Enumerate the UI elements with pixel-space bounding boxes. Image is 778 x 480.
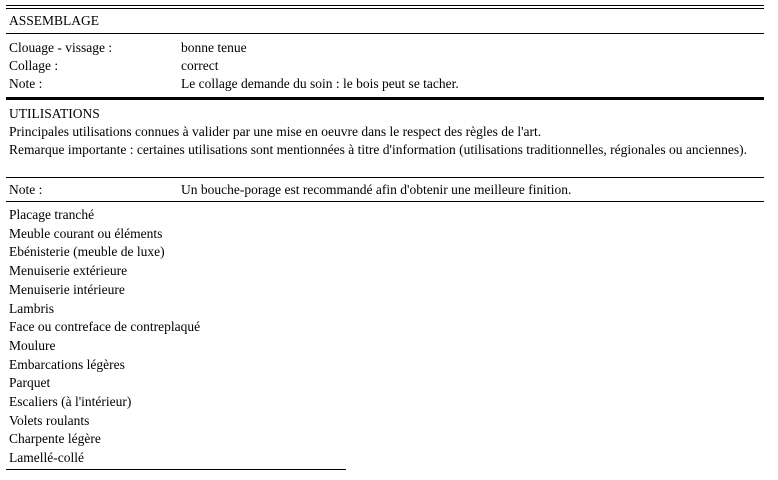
- uses-list-bottom-rule: [6, 469, 346, 470]
- use-list-item: Charpente légère: [9, 431, 101, 447]
- use-list-item: Lambris: [9, 300, 54, 316]
- use-list-item: Placage tranché: [9, 207, 95, 222]
- assemblage-row-label-collage: Collage :: [9, 58, 59, 73]
- use-list-item: Menuiserie intérieure: [9, 281, 125, 297]
- utilisations-note-label: Note :: [9, 182, 43, 197]
- assemblage-title-rule: [6, 33, 764, 34]
- top-double-rule-1: [6, 5, 764, 6]
- top-double-rule-2: [6, 8, 764, 9]
- use-list-item: Lamellé-collé: [9, 450, 84, 466]
- utilisations-remark: Remarque importante : certaines utilisations sont mentionnées à titre d'information (utilisations traditionnelles, régionales ou anciennes).: [9, 142, 747, 157]
- use-list-item: Menuiserie extérieure: [9, 263, 128, 279]
- assemblage-title: ASSEMBLAGE: [9, 13, 100, 28]
- use-list-item: Embarcations légères: [9, 356, 125, 372]
- use-list-item: Parquet: [9, 375, 51, 391]
- use-list-item: Ebénisterie (meuble de luxe): [9, 244, 165, 260]
- use-list-item: Escaliers (à l'intérieur): [9, 394, 132, 409]
- use-list-item: Volets roulants: [9, 412, 90, 428]
- utilisations-note-top-rule: [6, 177, 764, 178]
- assemblage-row-value-collage: correct: [181, 58, 219, 73]
- utilisations-intro-line: Principales utilisations connues à valider par une mise en oeuvre dans le respect des règles de l'art.: [9, 124, 542, 139]
- utilisations-note-bottom-rule: [6, 201, 764, 202]
- use-list-item: Meuble courant ou éléments: [9, 225, 163, 241]
- assemblage-row-label-clouage: Clouage - vissage :: [9, 40, 113, 55]
- assemblage-row-label-note: Note :: [9, 76, 43, 91]
- section-thick-rule: [6, 97, 764, 100]
- use-list-item: Moulure: [9, 337, 56, 353]
- use-list-item: Face ou contreface de contreplaqué: [9, 319, 201, 335]
- utilisations-title: UTILISATIONS: [9, 106, 100, 121]
- assemblage-row-value-clouage: bonne tenue: [181, 40, 247, 55]
- assemblage-row-value-note: Le collage demande du soin : le bois peut se tacher.: [181, 76, 459, 91]
- utilisations-note-value: Un bouche-porage est recommandé afin d'obtenir une meilleure finition.: [181, 182, 572, 197]
